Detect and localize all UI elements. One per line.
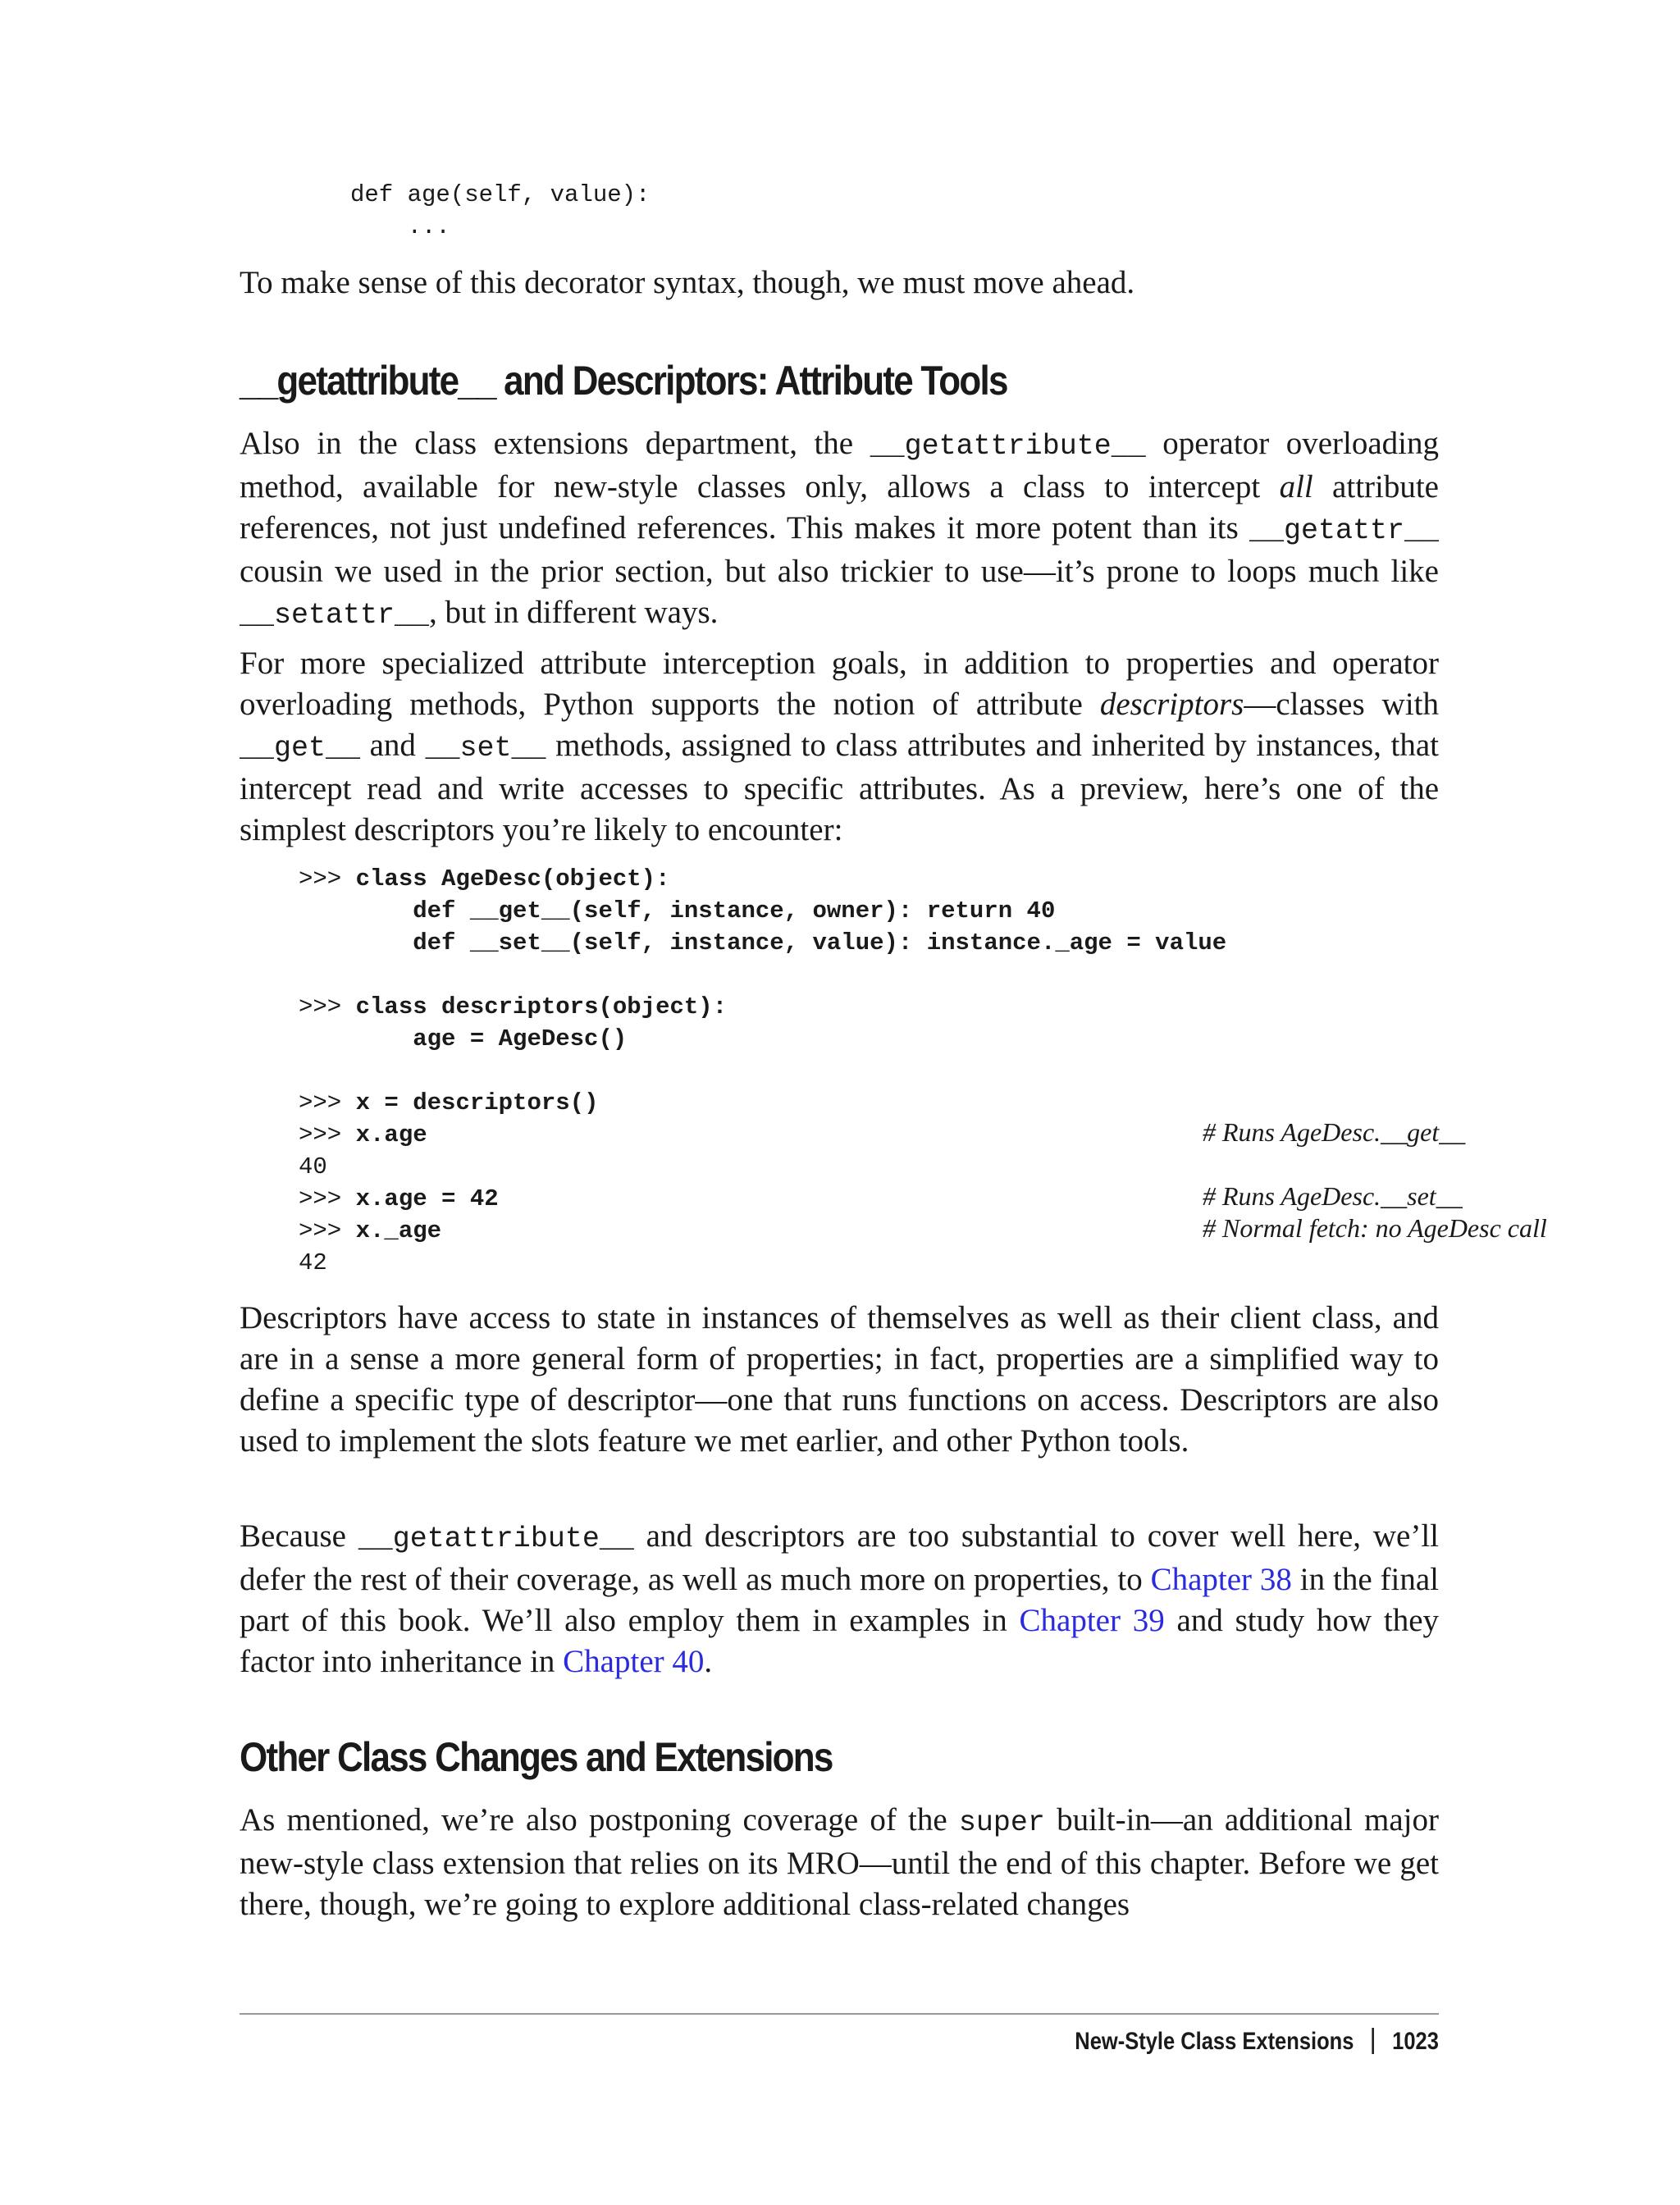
chapter-40-link[interactable]: Chapter 40 xyxy=(563,1644,705,1679)
paragraph-descriptors: For more specialized attribute interception goals, in addition to properties and operator overloading methods, Python supports the notion of attribute descriptors—classes with __get__ and __set__ methods, assigned to class attributes and inherited by instances, that intercept read and write accesses to specific attributes. As a preview, here’s one of the simplest descriptors you’re likely to encounter: xyxy=(240,646,1439,847)
prompt: >>> xyxy=(299,1185,356,1212)
paragraph-defer: Because __getattribute__ and descriptors are too substantial to cover well here, we’ll defer the rest of their coverage, as well as much more on properties, to Chapter 38 in the final part of this book. We’ll also employ them in examples in Chapter 39 and study how they factor into inheritance in Chapter 40. xyxy=(240,1518,1440,1679)
inline-code: __getattribute__ xyxy=(358,1522,634,1555)
page-footer xyxy=(1075,2026,1439,2057)
running-footer-title: New-Style Class Extensions xyxy=(1075,2028,1354,2055)
code-comment: # Normal fetch: no AgeDesc call xyxy=(1203,1213,1547,1243)
code-fragment-top xyxy=(350,179,650,243)
code-line: age = AgeDesc() xyxy=(299,1025,628,1052)
chapter-38-link[interactable]: Chapter 38 xyxy=(1150,1562,1292,1597)
intro-paragraph: To make sense of this decorator syntax, though, we must move ahead. xyxy=(240,265,1135,300)
code-line: ... xyxy=(407,213,450,240)
code-comment: # Runs AgeDesc.__set__ xyxy=(1203,1181,1463,1211)
output-line: 42 xyxy=(299,1249,327,1276)
code-line: x._age xyxy=(355,1217,442,1244)
page-number: 1023 xyxy=(1392,2028,1439,2055)
code-line: x.age xyxy=(355,1121,427,1148)
inline-code: super xyxy=(958,1806,1045,1839)
code-comment: # Runs AgeDesc.__get__ xyxy=(1203,1117,1466,1147)
section-heading-getattribute: __getattribute__ and Descriptors: Attribute Tools xyxy=(240,358,1007,404)
paragraph-other-changes: As mentioned, we’re also postponing coverage of the super built-in—an additional major new-style class extension that relies on its MRO—until the end of this chapter. Before we get there, though, we’re going to explore additional class-related changes xyxy=(240,1802,1439,1922)
code-line: def __get__(self, instance, owner): return 40 xyxy=(299,897,1056,924)
prompt: >>> xyxy=(299,1217,356,1244)
code-line: class AgeDesc(object): xyxy=(355,865,670,892)
prompt: >>> xyxy=(299,993,356,1020)
output-line: 40 xyxy=(299,1153,327,1180)
inline-code: __getattribute__ xyxy=(870,430,1146,463)
inline-code: __setattr__ xyxy=(240,599,430,632)
chapter-39-link[interactable]: Chapter 39 xyxy=(1019,1603,1165,1638)
prompt: >>> xyxy=(299,865,356,892)
code-line: def age(self, value): xyxy=(350,181,651,208)
footer-rule xyxy=(240,2013,1439,2015)
footer-separator xyxy=(1372,2028,1375,2054)
code-line: class descriptors(object): xyxy=(355,993,728,1020)
section-heading-other-changes: Other Class Changes and Extensions xyxy=(240,1734,833,1780)
code-example-descriptors xyxy=(299,863,1547,1279)
inline-code: __getattr__ xyxy=(1249,514,1439,547)
inline-code: __set__ xyxy=(425,732,546,765)
inline-code: __get__ xyxy=(240,732,361,765)
emphasis: all xyxy=(1279,469,1313,504)
code-line: def __set__(self, instance, value): instance._age = value xyxy=(299,929,1227,956)
code-line: x = descriptors() xyxy=(355,1089,599,1116)
paragraph-descriptors-access: Descriptors have access to state in instances of themselves as well as their client class, and are in a sense a more general form of properties; in fact, properties are a simplified way to define a specific type of descriptor—one that runs functions on access. Descriptors are also used to implement the slots feature we met earlier, and other Python tools. xyxy=(240,1300,1439,1459)
paragraph-getattribute: Also in the class extensions department, the __getattribute__ operator overloading method, available for new-style classes only, allows a class to intercept all attribute references, not just undefined references. This makes it more potent than its __getattr__ cousin we used in the prior section, but also trickier to use—it’s prone to loops much like __setattr__, but in different ways. xyxy=(240,426,1439,632)
prompt: >>> xyxy=(299,1089,356,1116)
code-line: x.age = 42 xyxy=(355,1185,499,1212)
prompt: >>> xyxy=(299,1121,356,1148)
emphasis: descriptors xyxy=(1099,687,1244,722)
